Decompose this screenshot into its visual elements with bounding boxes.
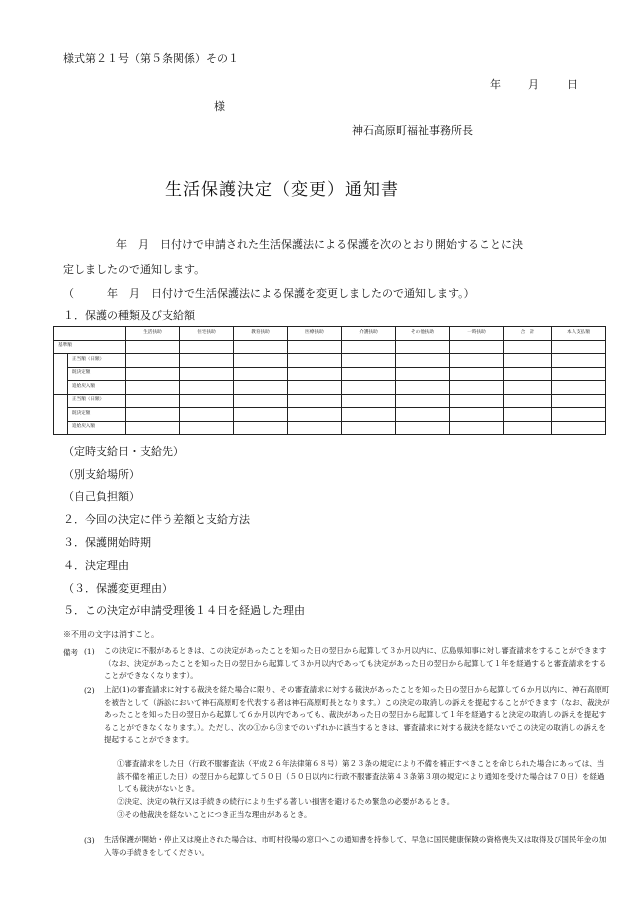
date-day: 日 (567, 78, 578, 91)
remark-2-condition-3: ③その他裁決を経ないことにつき正当な理由があるとき。 (117, 810, 312, 819)
header-care: 介護扶助 (342, 327, 396, 341)
separate-payment-place: （別支給場所） (63, 468, 140, 481)
payment-date-recipient: （定時支給日・支給先） (63, 445, 184, 458)
date-year: 年 (490, 78, 501, 91)
sender-name: 神石高原町福祉事務所長 (352, 124, 473, 137)
remark-1-number: (1) (84, 647, 95, 656)
remark-2-text: 上記(1)の審査請求に対する裁決を経た場合に限り、その審査請求に対する裁決があったことを知った日の翌日から起算して６か月以内に、神石高原町を被告として（訴訟において神石高原町を代表する者は神石高原町長となります。）この決定の取消しの訴えを提起することができます（なお、裁決があったことを知った日の翌日から起算して６か月以内であっても、裁決があった日の翌日から起算して１年を経過すると決定の取消しの訴えを提起することができなくなります。）。ただし、次の①から③までのいずれかに該当するときは、審査請求に対する裁決を経ないでこの決定の取消しの訴えを提起することができます。 (104, 685, 610, 745)
intro-line-3: （ 年 月 日付けで生活保護法による保護を変更しましたので通知します。） (63, 287, 475, 300)
section-4-heading: ４．決定理由 (63, 559, 129, 572)
remark-2-condition-1: ①審査請求をした日（行政不服審査法（平成２６年法律第６８号）第２３条の規定により不備を補正すべきことを命じられた場合にあっては、当該不備を補正した日）の翌日から起算して５０日（５０日以内に行政不服審査法第４３条第３項の規定により通知を受けた場合は７０日）を経過しても裁決がないとき。 (117, 759, 605, 794)
remarks-label: 備考 (63, 648, 78, 657)
section-1-heading: １．保護の種類及び支給額 (63, 309, 195, 322)
row-label: 既決定額 (68, 408, 126, 422)
table-row (54, 340, 606, 354)
table-row (54, 394, 606, 408)
remark-3-text: 生活保護が開始・停止又は廃止された場合は、市町村役場の窓口へこの通知書を持参して、早急に国民健康保険の資格喪失又は取得及び国民年金の加入等の手続きをしてください。 (104, 835, 607, 857)
table-row (54, 421, 606, 435)
remark-1-text: この決定に不服があるときは、この決定があったことを知った日の翌日から起算して３か月以内に、広島県知事に対し審査請求をすることができます（なお、決定があったことを知った日の翌日から起算して３か月以内であっても決定があった日の翌日から起算して１年を経過すると審査請求をすることができなくなります）。 (104, 646, 607, 681)
row-label: 追給戻入額 (68, 381, 126, 395)
unused-text-note: ※不用の文字は消すこと。 (63, 630, 159, 639)
header-medical: 医療扶助 (288, 327, 342, 341)
row-label: 正当額（日額） (68, 354, 126, 368)
row-label: 既決定額 (68, 367, 126, 381)
intro-line-2: 定しましたので通知します。 (63, 263, 206, 276)
header-self-pay: 本人支払額 (552, 327, 606, 341)
header-temporary: 一時扶助 (450, 327, 504, 341)
document-title: 生活保護決定（変更）通知書 (165, 180, 399, 200)
row-label: 正当額（日額） (68, 394, 126, 408)
table-row (54, 354, 606, 368)
form-number: 様式第２１号（第５条関係）その１ (63, 52, 239, 65)
self-pay-amount: （自己負担額） (63, 490, 140, 503)
header-education: 教育扶助 (234, 327, 288, 341)
section-3-heading: ３．保護開始時期 (63, 536, 151, 549)
section-5-heading: ５．この決定が申請受理後１４日を経過した理由 (63, 604, 305, 617)
table-row (54, 381, 606, 395)
table-row (54, 367, 606, 381)
table-header-row (54, 327, 606, 341)
remark-3-number: (3) (84, 836, 95, 845)
remark-2-number: (2) (84, 686, 95, 695)
section-2-heading: ２．今回の決定に伴う差額と支給方法 (63, 513, 250, 526)
row-label-base: 基準額 (54, 340, 126, 354)
recipient-suffix: 様 (214, 100, 225, 113)
intro-line-1: 年 月 日付けで申請された生活保護法による保護を次のとおり開始することに決 (116, 238, 523, 251)
table-row (54, 408, 606, 422)
header-other: その他扶助 (396, 327, 450, 341)
payment-table (53, 326, 606, 435)
remark-2-condition-2: ②決定、決定の執行又は手続きの続行により生ずる著しい損害を避けるため緊急の必要があるとき。 (117, 797, 455, 806)
header-living: 生活扶助 (126, 327, 180, 341)
date-month: 月 (528, 78, 539, 91)
row-label: 追給戻入額 (68, 421, 126, 435)
section-3-change-heading: （３．保護変更理由） (63, 582, 173, 595)
header-total: 合 計 (504, 327, 552, 341)
header-housing: 住宅扶助 (180, 327, 234, 341)
